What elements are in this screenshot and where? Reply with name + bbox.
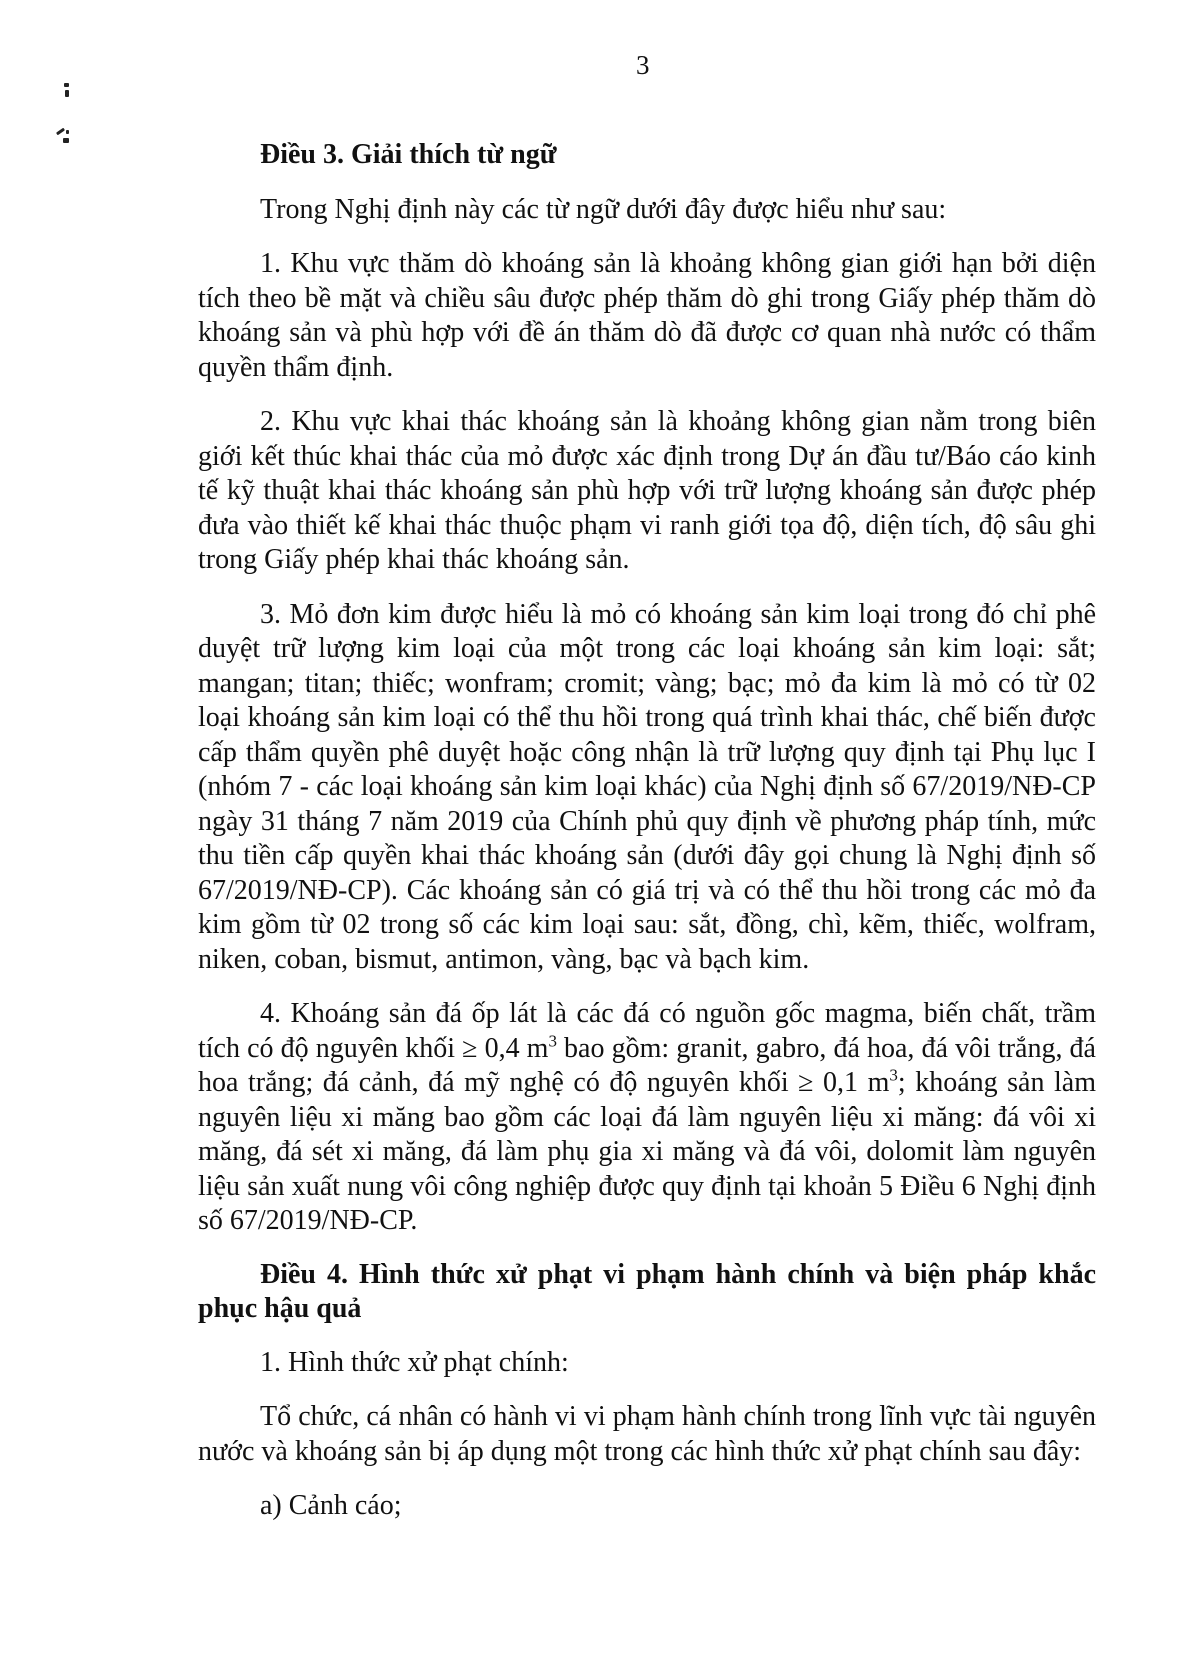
article-3-item-2: 2. Khu vực khai thác khoáng sản là khoảng không gian nằm trong biên giới kết thúc khai thác của mỏ được xác định trong Dự án đầu tư/Báo cáo kinh tế kỹ thuật khai thác khoáng sản phù hợp với trữ lượng khoáng sản được phép đưa vào thiết kế khai thác thuộc phạm vi ranh giới tọa độ, diện tích, độ sâu ghi trong Giấy phép khai thác khoáng sản. xyxy=(198,406,1096,575)
scan-speck xyxy=(64,83,69,87)
superscript-cubic: 3 xyxy=(889,1065,898,1085)
article-4-point-a: a) Cảnh cáo; xyxy=(260,1490,402,1521)
article-4-title: Điều 4. Hình thức xử phạt vi phạm hành chính và biện pháp khắc phục hậu quả xyxy=(198,1258,1096,1324)
superscript-cubic: 3 xyxy=(548,1031,557,1051)
item-4-text-part-3: ; khoáng sản làm nguyên liệu xi măng bao gồm các loại đá làm nguyên liệu xi măng: đá vôi xi măng, đá sét xi măng, đá làm phụ gia xi măng và đá vôi, dolomit làm nguyên liệu sản xuất nung vôi công nghiệp được quy định tại khoản 5 Điều 6 Nghị định số 67/2019/NĐ-CP. xyxy=(198,1067,1096,1236)
item-4-text-part-1: 4. Khoáng sản đá ốp lát là các đá có nguồn gốc magma, biến chất, trầm tích có độ nguyên khối ≥ 0,4 m xyxy=(198,998,1096,1064)
document-body xyxy=(198,138,1096,1544)
item-4-text-part-2: bao gồm: granit, gabro, đá hoa, đá vôi trắng, đá hoa trắng; đá cảnh, đá mỹ nghệ có độ nguyên khối ≥ 0,1 m xyxy=(198,1032,1096,1098)
article-3-item-1: 1. Khu vực thăm dò khoáng sản là khoảng không gian giới hạn bởi diện tích theo bề mặt và chiều sâu được phép thăm dò ghi trong Giấy phép thăm dò khoáng sản và phù hợp với đề án thăm dò đã được cơ quan nhà nước có thẩm quyền thẩm định. xyxy=(198,248,1096,383)
article-4-clause-1: 1. Hình thức xử phạt chính: xyxy=(260,1346,569,1378)
scan-speck xyxy=(56,128,65,136)
scan-speck xyxy=(65,90,69,97)
page-number: 3 xyxy=(636,50,650,80)
scan-speck xyxy=(66,130,69,134)
scan-speck xyxy=(63,138,69,143)
article-3-item-4 xyxy=(198,997,1096,1239)
article-4-clause-1-text: Tổ chức, cá nhân có hành vi vi phạm hành chính trong lĩnh vực tài nguyên nước và khoáng sản bị áp dụng một trong các hình thức xử phạt chính sau đây: xyxy=(198,1401,1096,1467)
article-3-item-3: 3. Mỏ đơn kim được hiểu là mỏ có khoáng sản kim loại trong đó chỉ phê duyệt trữ lượng kim loại của một trong các loại khoáng sản kim loại: sắt; mangan; titan; thiếc; wonfram; cromit; vàng; bạc; mỏ đa kim là mỏ có từ 02 loại khoáng sản kim loại có thể thu hồi trong quá trình khai thác, chế biến được cấp thẩm quyền phê duyệt hoặc công nhận là trữ lượng quy định tại Phụ lục I (nhóm 7 - các loại khoáng sản kim loại khác) của Nghị định số 67/2019/NĐ-CP ngày 31 tháng 7 năm 2019 của Chính phủ quy định về phương pháp tính, mức thu tiền cấp quyền khai thác khoáng sản (dưới đây gọi chung là Nghị định số 67/2019/NĐ-CP). Các khoáng sản có giá trị và có thể thu hồi trong các mỏ đa kim gồm từ 02 trong số các kim loại sau: sắt, đồng, chì, kẽm, thiếc, wolfram, niken, coban, bismut, antimon, vàng, bạc và bạch kim. xyxy=(198,598,1096,975)
article-3-title: Điều 3. Giải thích từ ngữ xyxy=(260,139,557,170)
article-3-intro: Trong Nghị định này các từ ngữ dưới đây được hiểu như sau: xyxy=(260,193,947,225)
